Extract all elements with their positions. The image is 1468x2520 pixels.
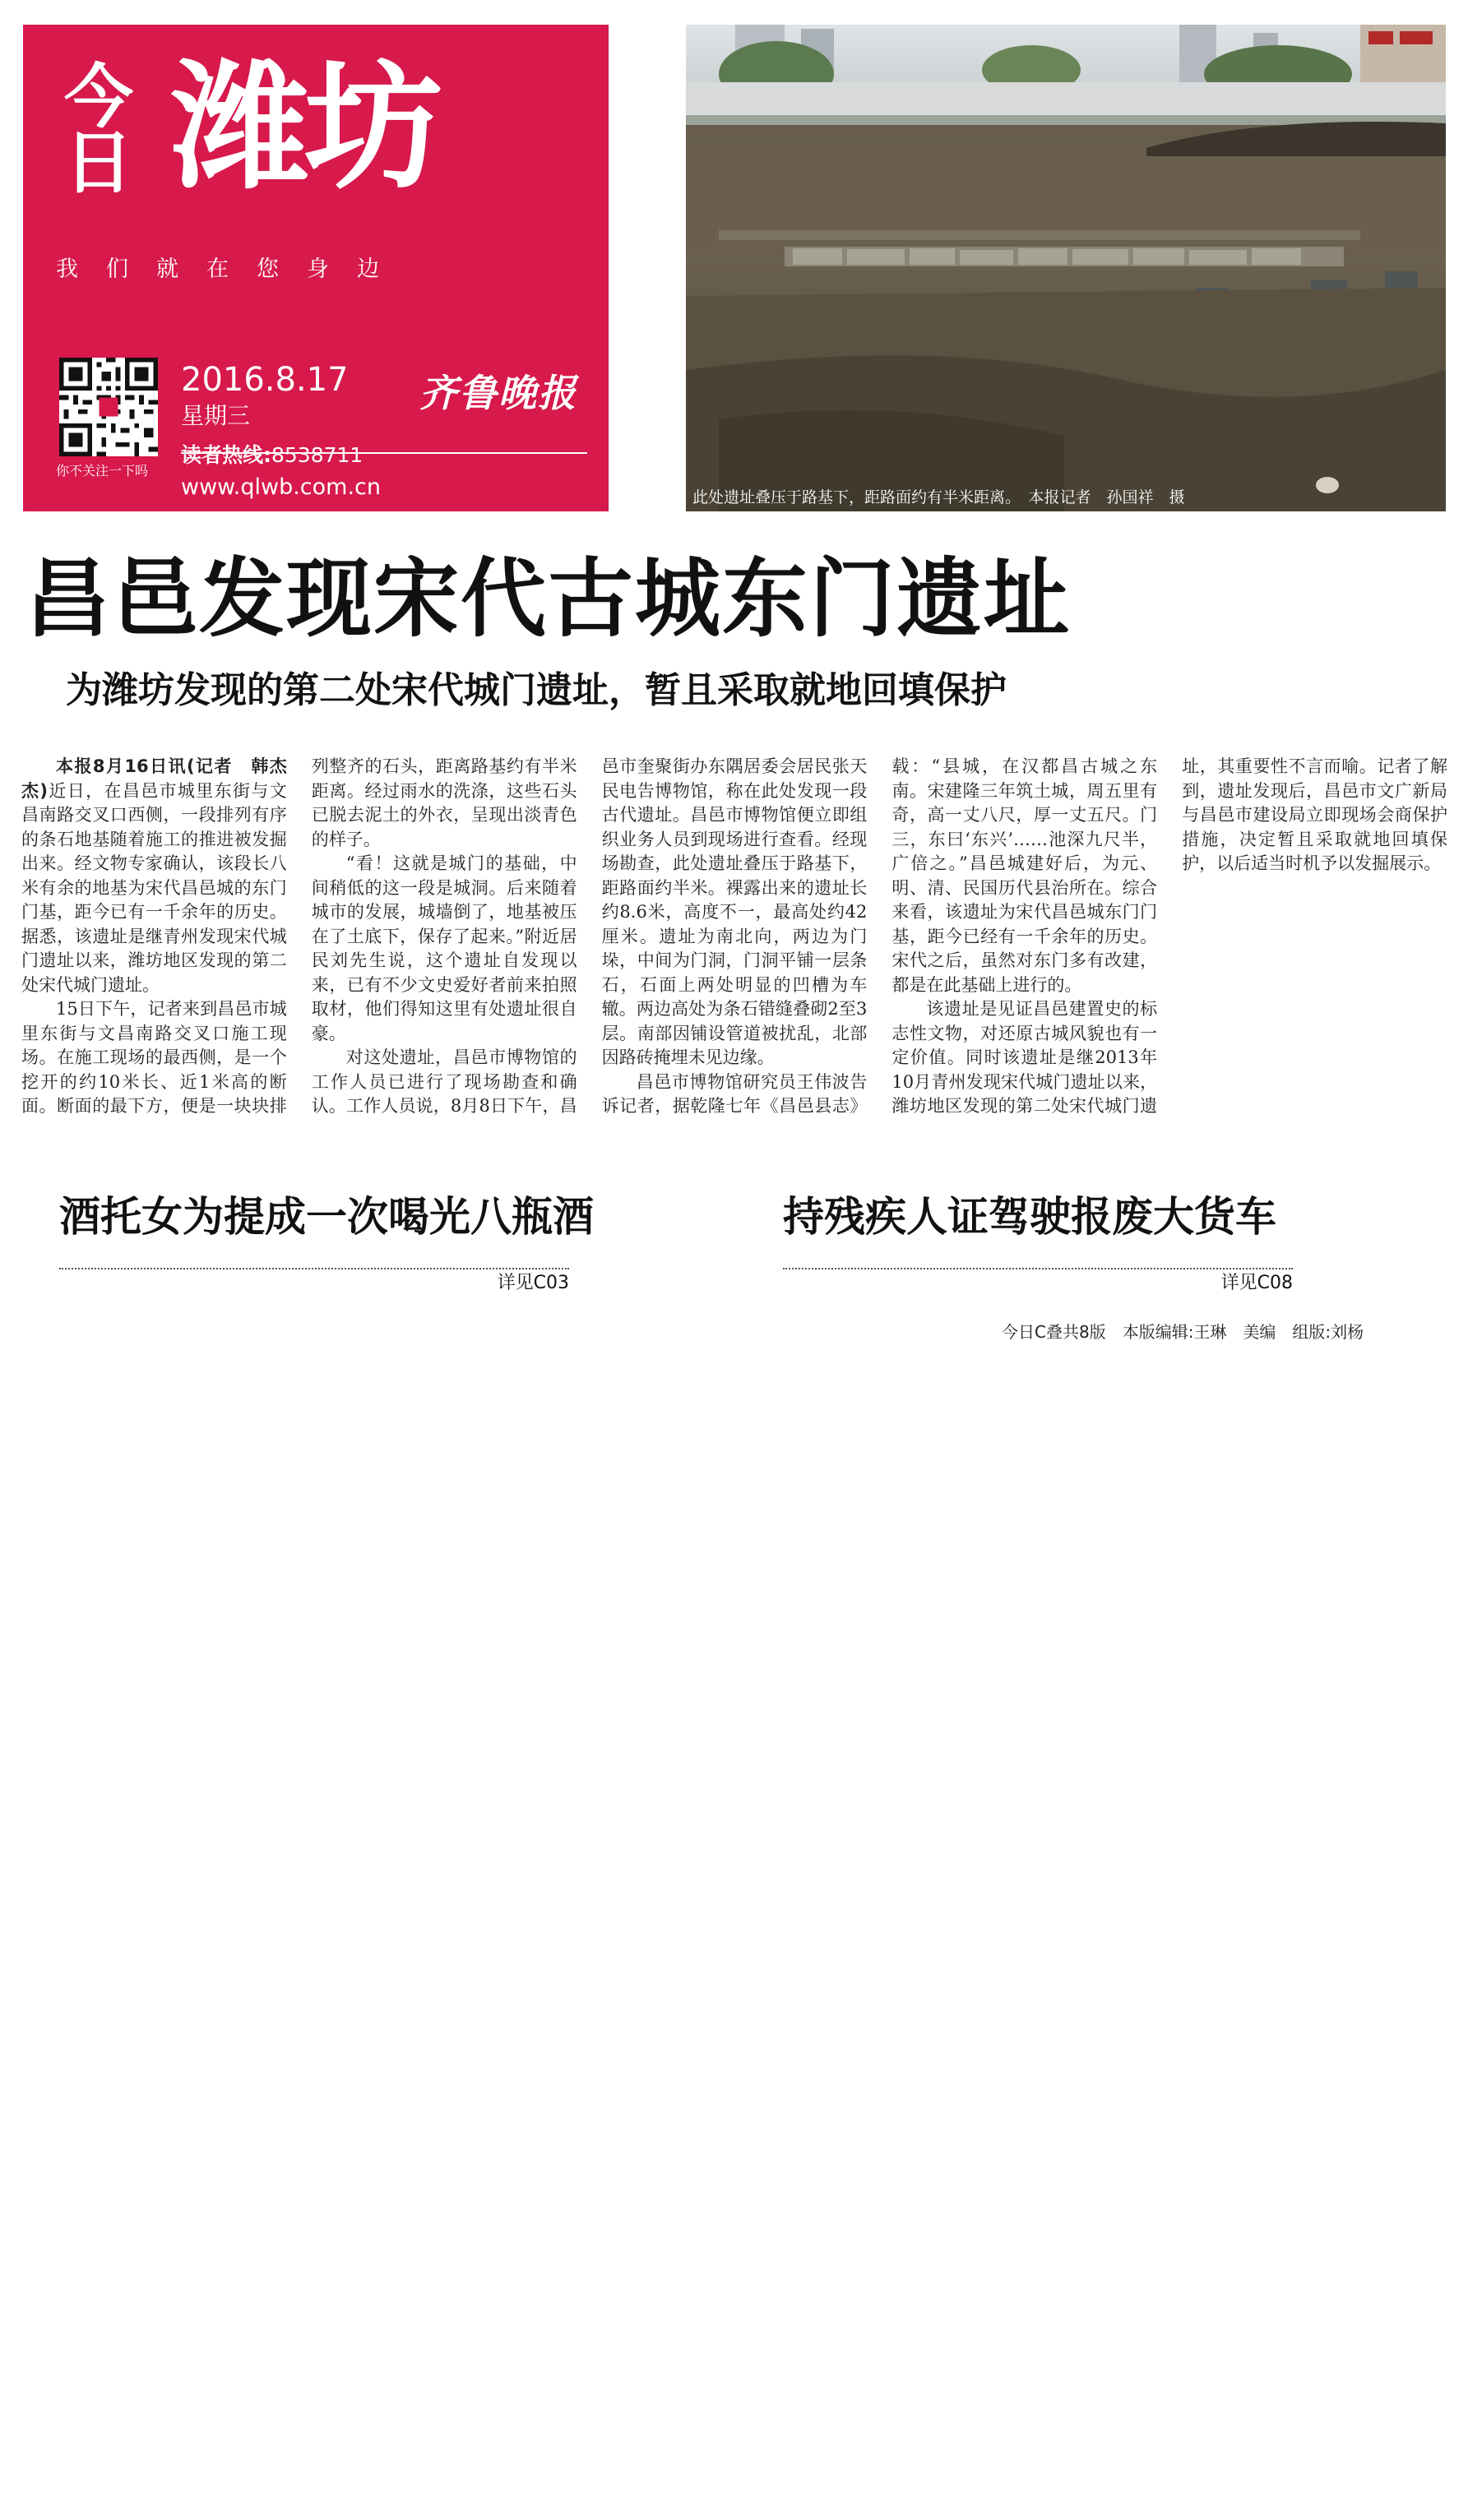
slogan: 我们就在您身边 [56,257,407,282]
teaser-page-ref[interactable]: 详见C08 [1220,1273,1293,1293]
website-link[interactable]: www.qlwb.com.cn [181,474,381,500]
hotline-number[interactable]: 8538711 [271,443,364,467]
teaser-divider [783,1268,1293,1269]
brand-logo: 齐鲁晚报 [419,371,577,415]
excavation-photo [686,25,1446,511]
article-body [21,755,1447,1125]
reader-hotline [181,442,381,469]
teaser-title[interactable]: 酒托女为提成一次喝光八瓶酒 [59,1193,594,1241]
logo-jin-char: 今 [64,57,134,137]
teaser-c03[interactable] [59,1191,594,1296]
article-paragraph: “看！这就是城门的基础，中间稍低的这一段是城洞。后来随着城市的发展，城墙倒了，地基被压在了土底下，保存了起来。”附近居民刘先生说，这个遗址自发现以来，已有不少文史爱好者前来拍照取材，他们得知这里有处遗址很自豪。 [311,853,577,1043]
logo-ri-char: 日 [64,123,134,203]
logo-weifang: 潍坊 [171,47,438,208]
qr-code-icon[interactable] [59,358,158,456]
subheadline: 为潍坊发现的第二处宋代城门遗址，暂且采取就地回填保护 [66,669,1007,711]
article-dateline: 本报8月16日讯(记者 韩杰杰) [21,756,287,801]
hotline-label: 读者热线: [181,443,271,467]
qr-caption: 你不关注一下吗 [56,463,149,479]
masthead-divider [181,452,587,454]
logo-jinri [56,57,155,203]
issue-info [181,360,381,502]
newspaper-logo [56,47,590,208]
editor-credits: 今日C叠共8版 本版编辑:王琳 美编 组版:刘杨 [1002,1322,1364,1342]
teaser-divider [59,1268,569,1269]
publication-date: 2016.8.17 [181,361,349,399]
teaser-page-ref[interactable]: 详见C03 [497,1273,569,1293]
masthead [23,25,609,511]
teaser-c08[interactable] [783,1191,1293,1296]
photo-caption: 此处遗址叠压于路基下，距路面约有半米距离。 本报记者 孙国祥 摄 [692,488,1185,506]
teaser-title[interactable]: 持残疾人证驾驶报废大货车 [783,1193,1276,1241]
article-paragraph: 昌邑市博物馆研究员王伟波告诉记者，据乾隆七年《昌邑县志》载：“县城，在汉都昌古城之东南。宋建隆三年筑土城，周五里有奇，高一丈八尺，厚一丈五尺。门三，东曰‘东兴’……池深九尺半，广倍之。”昌邑城建好后，为元、明、清、民国历代县治所在。综合来看，该遗址为宋代昌邑城东门门基，距今已经有一千余年的历史。宋代之后，虽然对东门多有改建，都是在此基础上进行的。 [601,756,1158,1116]
article-paragraph: 本报8月16日讯(记者 韩杰杰)近日，在昌邑市城里东街与文昌南路交叉口西侧，一段排列有序的条石地基随着施工的推进被发掘出来。经文物专家确认，该段长八米有余的地基为宋代昌邑城的东门门基，距今已有一千余年的历史。据悉，该遗址是继青州发现宋代城门遗址以来，潍坊地区发现的第二处宋代城门遗址。 [21,756,287,995]
weekday: 星期三 [181,402,251,429]
excavation-photo-image [686,25,1446,511]
article-paragraph: 该遗址是见证昌邑建置史的标志性文物，对还原古城风貌也有一定价值。同时该遗址是继2013年10月青州发现宋代城门遗址以来，潍坊地区发现的第二处宋代城门遗址，其重要性不言而喻。记者了解到，遗址发现后，昌邑市文广新局与昌邑市建设局立即现场会商保护措施，决定暂且采取就地回填保护，以后适当时机予以发掘展示。 [891,756,1447,1116]
main-headline[interactable]: 昌邑发现宋代古城东门遗址 [25,548,1072,649]
article-paragraph: 15日下午，记者来到昌邑市城里东街与文昌南路交叉口施工现场。在施工现场的最西侧，是一个挖开的约10米长、近1米高的断面。断面的最下方，便是一块块排列整齐的石头，距离路基约有半米距离。经过雨水的洗涤，这些石头已脱去泥土的外衣，呈现出淡青色的样子。 [21,756,577,1116]
article-paragraph: 对这处遗址，昌邑市博物馆的工作人员已进行了现场勘查和确认。工作人员说，8月8日下午，昌邑市奎聚街办东隅居委会居民张天民电告博物馆，称在此处发现一段古代遗址。昌邑市博物馆便立即组织业务人员到现场进行查看。经现场勘查，此处遗址叠压于路基下，距路面约半米。裸露出来的遗址长约8.6米，高度不一，最高处约42厘米。遗址为南北向，两边为门垛，中间为门洞，门洞平铺一层条石，石面上两处明显的凹槽为车辙。两边高处为条石错缝叠砌2至3层。南部因铺设管道被扰乱，北部因路砖掩埋未见边缘。 [311,756,868,1116]
